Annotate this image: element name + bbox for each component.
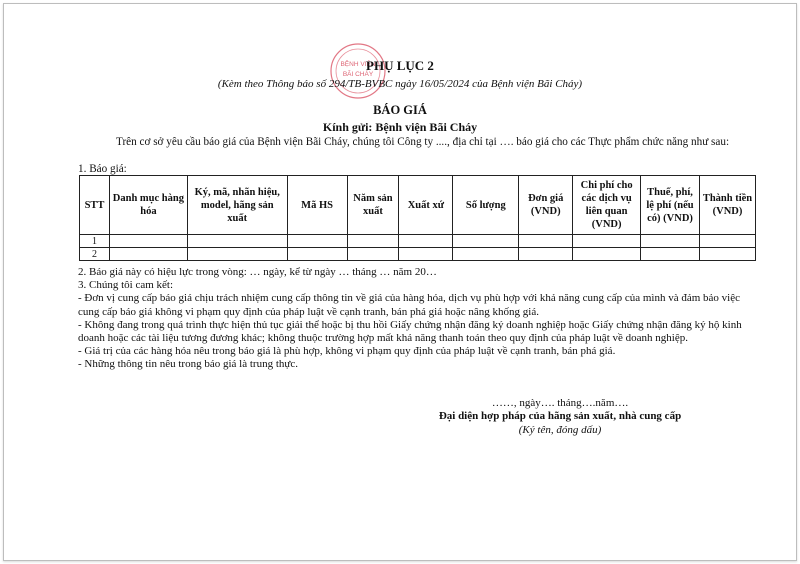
table-cell xyxy=(453,235,519,248)
col-header: Số lượng xyxy=(453,176,519,235)
table-cell xyxy=(573,235,641,248)
col-header: Danh mục hàng hóa xyxy=(109,176,187,235)
col-header: Ký, mã, nhãn hiệu, model, hãng sản xuất xyxy=(187,176,287,235)
col-header: Năm sản xuất xyxy=(347,176,399,235)
table-cell xyxy=(287,248,347,261)
table-cell xyxy=(573,248,641,261)
terms-block xyxy=(78,266,758,372)
table-cell xyxy=(347,248,399,261)
signer-title: Đại diện hợp pháp của hãng sản xuất, nhà cung cấp xyxy=(438,410,682,422)
table-cell xyxy=(519,235,573,248)
col-header: Mã HS xyxy=(287,176,347,235)
commitment-item: - Không đang trong quá trình thực hiện thủ tục giải thể hoặc bị thu hồi Giấy chứng nhận đăng ký doanh nghiệp hoặc Giấy chứng nhận đăng ký hộ kinh doanh hoặc các tài liệu tương đương khác; không thuộc trường hợp mất khả năng thanh toán theo quy định của pháp luật về doanh nghiệp. xyxy=(78,318,742,345)
table-cell xyxy=(187,235,287,248)
table-cell xyxy=(187,248,287,261)
svg-text:BÃI CHÁY: BÃI CHÁY xyxy=(342,71,374,78)
date-line: ……, ngày…. tháng….năm…. xyxy=(491,397,629,409)
table-cell xyxy=(519,248,573,261)
col-header: Chi phí cho các dịch vụ liên quan (VND) xyxy=(573,176,641,235)
table-cell xyxy=(109,235,187,248)
commitment-item: - Giá trị của các hàng hóa nêu trong báo giá là phù hợp, không vi phạm quy định của pháp luật về cạnh tranh, bán phá giá. xyxy=(78,345,616,358)
table-row xyxy=(80,235,756,248)
annex-subtitle: (Kèm theo Thông báo số 294/TB-BVBC ngày 16/05/2024 của Bệnh viện Bãi Cháy) xyxy=(217,78,583,90)
table-cell: 2 xyxy=(80,248,110,261)
table-cell xyxy=(699,235,755,248)
document-heading: BÁO GIÁ xyxy=(373,103,427,117)
table-cell xyxy=(699,248,755,261)
greeting: Kính gửi: Bệnh viện Bãi Cháy xyxy=(322,120,478,134)
quote-table xyxy=(79,175,756,261)
col-header: STT xyxy=(80,176,110,235)
table-row xyxy=(80,248,756,261)
svg-text:BỆNH VIỆN: BỆNH VIỆN xyxy=(340,61,376,68)
table-cell: 1 xyxy=(80,235,110,248)
section-1-label: 1. Báo giá: xyxy=(78,163,127,175)
commitment-item: - Đơn vị cung cấp báo giá chịu trách nhiệm cung cấp thông tin về giá của hàng hóa, dịch vụ phù hợp với khả năng cung cấp của mình và đảm bảo việc cung cấp báo giá không vi phạm quy định của pháp luật về cạnh tranh, bán phá giá hoặc nâng khống giá. xyxy=(78,292,740,318)
table-cell xyxy=(109,248,187,261)
col-header: Xuất xứ xyxy=(399,176,453,235)
section-3-label: 3. Chúng tôi cam kết: xyxy=(78,279,174,292)
table-cell xyxy=(641,248,700,261)
commitment-item: - Những thông tin nêu trong báo giá là trung thực. xyxy=(78,358,298,371)
table-cell xyxy=(347,235,399,248)
col-header: Thuế, phí, lệ phí (nếu có) (VND) xyxy=(641,176,700,235)
table-cell xyxy=(287,235,347,248)
table-header-row xyxy=(80,176,756,235)
table-cell xyxy=(641,235,700,248)
annex-title: PHỤ LỤC 2 xyxy=(366,58,434,73)
signer-note: (Ký tên, đóng dấu) xyxy=(518,424,602,436)
table-cell xyxy=(399,235,453,248)
table-cell xyxy=(399,248,453,261)
intro-paragraph: Trên cơ sở yêu cầu báo giá của Bệnh viện Bãi Cháy, chúng tôi Công ty ...., địa chỉ tại …. báo giá cho các Thực phẩm chức năng như sau: xyxy=(116,136,730,148)
table-cell xyxy=(453,248,519,261)
section-2-validity: 2. Báo giá này có hiệu lực trong vòng: … ngày, kể từ ngày … tháng … năm 20… xyxy=(78,266,437,278)
col-header: Đơn giá (VND) xyxy=(519,176,573,235)
col-header: Thành tiền (VND) xyxy=(699,176,755,235)
